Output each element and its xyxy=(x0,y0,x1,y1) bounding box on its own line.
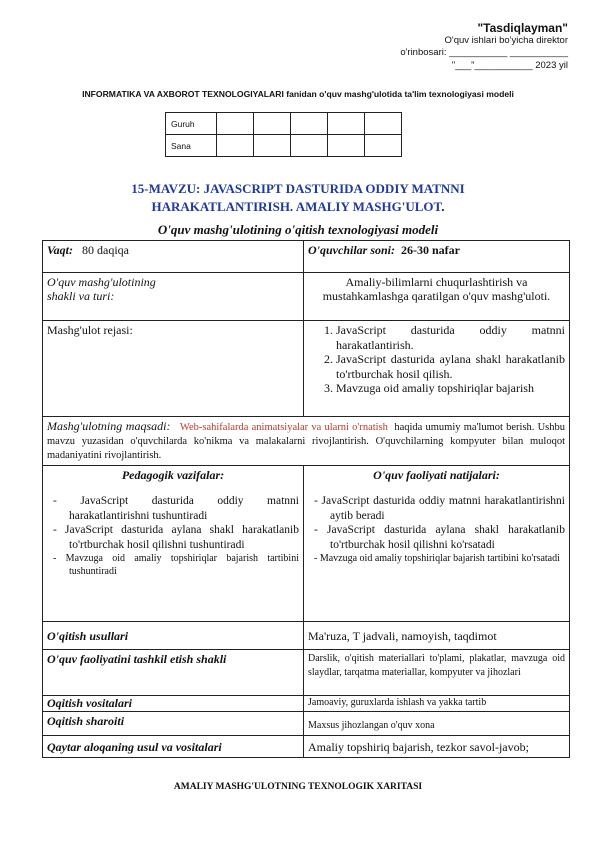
form-value-cell: Amaliy-bilimlarni chuqurlashtirish va mustahkamlashga qaratilgan o'quv mashg'uloti. xyxy=(304,273,570,321)
technology-model-table xyxy=(42,240,570,758)
conditions-value: Maxsus jihozlangan o'quv xona xyxy=(304,712,570,736)
topic-line-1: 15-MAVZU: JAVASCRIPT DASTURIDA ODDIY MATNNI xyxy=(131,181,465,196)
methods-label: O'qitish usullari xyxy=(43,622,304,650)
plan-label-cell: Mashg'ulot rejasi: xyxy=(43,321,304,417)
task-item: - Mavzuga oid amaliy topshiriqlar bajarish tartibini tushuntiradi xyxy=(53,553,299,577)
plan-list xyxy=(308,323,565,396)
topic-title xyxy=(60,180,536,216)
approval-title: "Tasdiqlayman" xyxy=(477,21,568,35)
results-cell: O'quv faoliyati natijalari: - JavaScript dasturida oddiy matnni harakatlantirishni aytib beradi - JavaScript dasturida aylana shakl harakatlanib to'rtburchak hosil qilishni ko'rsatadi - Mavzuga oid amaliy topshiriqlar bajarish tartibini ko'rsatadi xyxy=(304,466,570,622)
approval-line-2: o'rinbosari: ___________ ___________ xyxy=(400,47,568,58)
table-title: O'quv mashg'ulotining o'qitish texnologiyasi modeli xyxy=(157,222,439,237)
form-label-cell: O'quv mashg'ulotining shakli va turi: xyxy=(43,273,304,321)
approval-block xyxy=(400,22,568,72)
organization-label: O'quv faoliyatini tashkil etish shakli xyxy=(43,650,304,696)
feedback-label: Qaytar aloqaning usul va vositalari xyxy=(43,736,304,758)
goal-cell: Mashg'ulotning maqsadi: Web-sahifalarda animatsiyalar va ularni o'rnatish haqida umumiy ma'lumot berish. Ushbu mavzu yuzasidan o'quvchilarda ko'nikma va malakalarni rivojlantirish. O'quvchilarning kompyuter bilan muloqot madaniyatini rivojlantirish. xyxy=(43,417,570,466)
plan-item: 2. JavaScript dasturida aylana shakl harakatlanib to'rtburchak hosil qilish. xyxy=(336,352,565,381)
time-cell: Vaqt: 80 daqiqa xyxy=(43,241,304,273)
tools-value: Jamoaviy, guruxlarda ishlash va yakka tartib xyxy=(304,696,570,712)
goal-highlight: Web-sahifalarda animatsiyalar va ularni o'rnatish xyxy=(179,422,388,433)
conditions-label: Oqitish sharoiti xyxy=(43,712,304,736)
tools-label: Oqitish vositalari xyxy=(43,696,304,712)
organization-value: Darslik, o'qitish materiallari to'plami, plakatlar, mavzuga oid slaydlar, tarqatma materiallar, kompyuter va jihozlari xyxy=(304,650,570,696)
feedback-value: Amaliy topshiriq bajarish, tezkor savol-javob; xyxy=(304,736,570,758)
approval-line-3: "___"___________ 2023 yil xyxy=(451,59,568,71)
pedagogical-tasks-list xyxy=(47,494,299,578)
result-item: - JavaScript dasturida oddiy matnni harakatlantirishni aytib beradi xyxy=(314,495,565,522)
plan-item: 1. JavaScript dasturida oddiy matnni harakatlantirish. xyxy=(336,323,565,352)
task-item: - JavaScript dasturida aylana shakl harakatlanib to'rtburchak hosil qilishni tushuntiradi xyxy=(53,524,299,551)
group-date-table xyxy=(165,112,402,157)
methods-value: Ma'ruza, T jadvali, namoyish, taqdimot xyxy=(304,622,570,650)
results-list xyxy=(308,494,565,565)
pedagogical-tasks-cell: Pedagogik vazifalar: - JavaScript dasturida oddiy matnni harakatlantirishni tushuntiradi - JavaScript dasturida aylana shakl harakatlanib to'rtburchak hosil qilishni tushuntiradi - Mavzuga oid amaliy topshiriqlar bajarish tartibini tushuntiradi xyxy=(43,466,304,622)
date-label: Sana xyxy=(166,135,217,157)
result-item: - JavaScript dasturida aylana shakl harakatlanib to'rtburchak hosil qilishni ko'rsatadi xyxy=(314,524,565,551)
task-item: - JavaScript dasturida oddiy matnni harakatlantirishni tushuntiradi xyxy=(53,495,299,522)
plan-item: 3. Mavzuga oid amaliy topshiriqlar bajarish xyxy=(336,381,565,396)
footer-title: AMALIY MASHG'ULOTNING TEXNOLOGIK XARITASI xyxy=(173,782,423,792)
subject-heading: INFORMATIKA VA AXBOROT TEXNOLOGIYALARI fanidan o'quv mashg'ulotida ta'lim texnologiyasi modeli xyxy=(82,89,514,99)
result-item: - Mavzuga oid amaliy topshiriqlar bajarish tartibini ko'rsatadi xyxy=(314,553,560,564)
plan-list-cell xyxy=(304,321,570,417)
group-label: Guruh xyxy=(166,113,217,135)
topic-line-2: HARAKATLANTIRISH. AMALIY MASHG'ULOT xyxy=(151,199,442,214)
students-cell: O'quvchilar soni: 26-30 nafar xyxy=(304,241,570,273)
topic-dot: . xyxy=(441,199,445,214)
approval-line-1: O'quv ishlari bo'yicha direktor xyxy=(444,34,568,46)
